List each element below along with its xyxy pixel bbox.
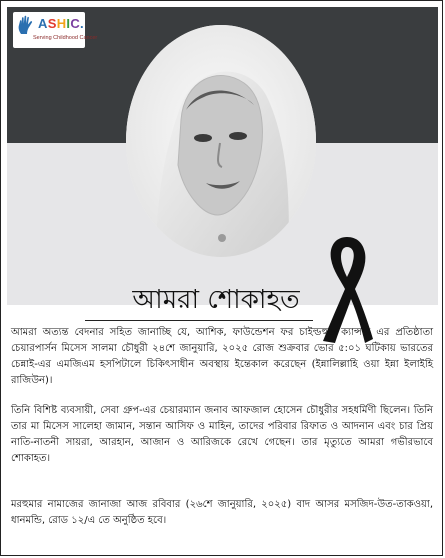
janaza-paragraph: মরহুমার নামাজের জানাজা আজ রবিবার (২৬শে জানুয়ারি, ২০২৫) বাদ আসর মসজিদ-উত-তাকওয়া, ধানমন্ডি, রোড ১২/এ তে অনুষ্ঠিত হবে। <box>11 499 433 526</box>
logo-letter: H <box>56 16 67 31</box>
page-title: আমরা শোকাহত <box>132 285 300 315</box>
logo-tagline: Serving Childhood Cancer <box>33 35 98 41</box>
ashic-logo <box>13 12 98 48</box>
family-paragraph: তিনি বিশিষ্ট ব্যবসায়ী, সেবা গ্রুপ-এর চেয়ারম্যান জনাব আফজাল হোসেন চৌধুরীর সহধর্মিণী ছিলেন। তিনি তার মা মিসেস সালেহা জামান, সন্তান আসিফ ও মাহিন, তাদের পরিবার রিফাত ও আদনান এবং চার প্রিয় নাতি-নাতনী সায়রা, আরহান, আজান ও আরিজকে রেখে গেছেন। তার মৃত্যুতে আমরা গভীরভাবে শোকাহত। <box>11 405 433 464</box>
title-underline <box>85 320 313 321</box>
portrait-photo <box>126 25 316 257</box>
logo-letter: . <box>80 16 84 31</box>
logo-wordmark <box>38 16 84 31</box>
woman-portrait-photo <box>126 25 316 257</box>
announcement-paragraph: আমরা অত্যন্ত বেদনার সহিত জানাচ্ছি যে, আশিক, ফাউন্ডেশন ফর চাইল্ডহুড ক্যান্সার এর প্রতিষ্ঠাতা চেয়ারপার্সন মিসেস সালমা চৌধুরী ২৪শে জানুয়ারি, ২০২৫ রোজ শুক্রবার ভোর ৫:০১ ঘটিকায় ভারতের চেন্নাই-এর এমজিএম হসপিটালে চিকিৎসাধীন অবস্থায় ইন্তেকাল করেছেন (ইন্নালিল্লাহি ওয়া ইন্না ইলাইহি রাজিউন)। <box>11 327 433 386</box>
hand-icon <box>17 15 35 35</box>
logo-letter: I <box>66 16 71 31</box>
logo-letter: A <box>38 16 48 31</box>
logo-letter: C <box>70 16 81 31</box>
logo-letter: S <box>47 16 57 31</box>
